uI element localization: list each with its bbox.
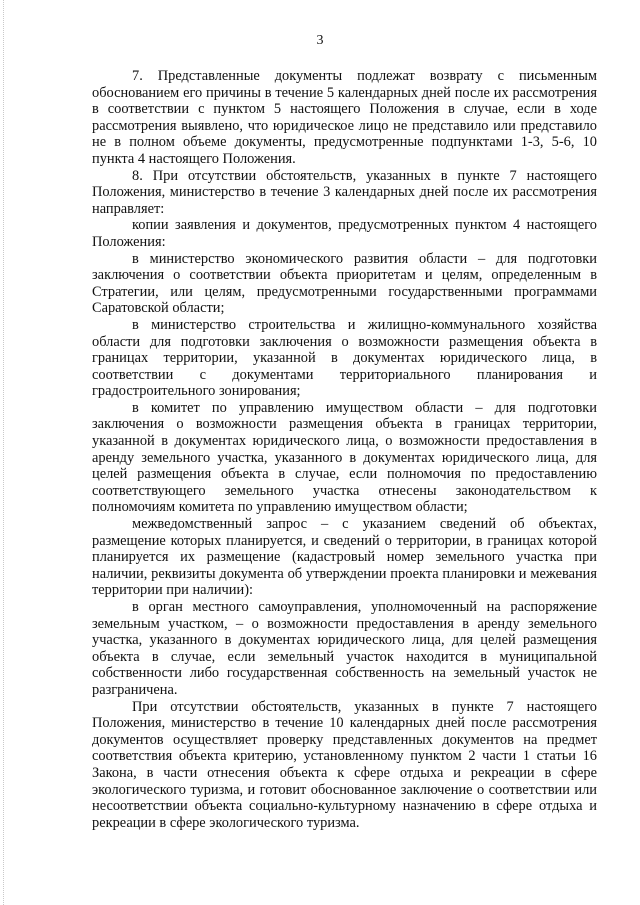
paragraph-economic-ministry: в министерство экономического развития области – для подготовки заключения о соответствии объекта приоритетам и целям, определенным в Стратегии, или целям, предусмотренными государственными программами Саратовской области; xyxy=(92,250,597,317)
paragraph-item-8: 8. При отсутствии обстоятельств, указанных в пункте 7 настоящего Положения, министерство в течение 3 календарных дней после их рассмотрения направляет: xyxy=(92,167,597,217)
paragraph-copies-list: копии заявления и документов, предусмотренных пунктом 4 настоящего Положения: xyxy=(92,217,597,250)
scan-edge-line xyxy=(3,0,4,905)
paragraph-item-7: 7. Представленные документы подлежат возврату с письменным обоснованием его причины в течение 5 календарных дней после их рассмотрения в соответствии с пунктом 5 настоящего Положения в случае, если в ходе рассмотрения выявлено, что юридическое лицо не представило или представило не в полном объеме документы, предусмотренные подпунктами 1-3, 5-6, 10 пункта 4 настоящего Положения. xyxy=(92,68,597,167)
paragraph-local-government: в орган местного самоуправления, уполномоченный на распоряжение земельным участком, – о возможности предоставления в аренду земельного участка, указанного в документах юридического лица, для целей размещения объекта в случае, если земельный участок находится в муниципальной собственности либо государственная собственность на земельный участок не разграничена. xyxy=(92,599,597,698)
paragraph-construction-ministry: в министерство строительства и жилищно-коммунального хозяйства области для подготовки заключения о возможности размещения объекта в границах территории, указанной в документах юридического лица, в соответствии с документами территориального планирования и градостроительного зонирования; xyxy=(92,316,597,400)
paragraph-interagency-request: межведомственный запрос – с указанием сведений об объектах, размещение которых планируется, и сведений о территории, в границах которой планируется их размещение (кадастровый номер земельного участка при наличии, реквизиты документа об утверждении проекта планировки и межевания территории при наличии): xyxy=(92,516,597,599)
document-body xyxy=(92,68,597,831)
paragraph-ministry-check: При отсутствии обстоятельств, указанных в пункте 7 настоящего Положения, министерство в течение 10 календарных дней после рассмотрения документов осуществляет проверку представленных документов на предмет соответствия объекта критерию, установленному пунктом 2 части 1 статьи 16 Закона, в части отнесения объекта к сфере отдыха и рекреации в сфере экологического туризма, и готовит обоснованное заключение о соответствии или несоответствии объекта социально-культурному назначению в сфере отдыха и рекреации в сфере экологического туризма. xyxy=(92,698,597,831)
page-number: 3 xyxy=(316,33,324,48)
paragraph-property-committee: в комитет по управлению имуществом области – для подготовки заключения о возможности размещения объекта в границах территории, указанной в документах юридического лица, о возможности предоставления в аренду земельного участка, указанного в документах юридического лица, для целей размещения объекта в случае, если полномочия по предоставлению соответствующего земельного участка отнесены законодательством к полномочиям комитета по управлению имуществом области; xyxy=(92,399,597,516)
